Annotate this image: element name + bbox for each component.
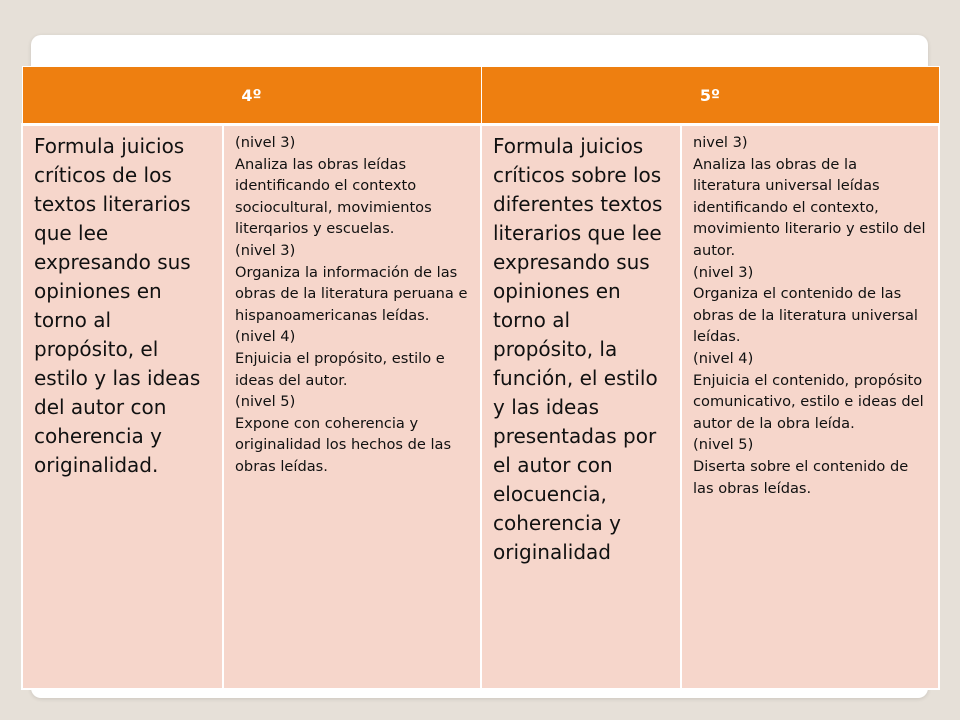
grade-4-indicators: (nivel 3) Analiza las obras leídas identificando el contexto sociocultural, movimientos literqarios y escuelas. (nivel 3) Organiza la información de las obras de la literatura peruana e hispanoamericanas leídas. (nivel 4) Enjuicia el propósito, estilo e ideas del autor. (nivel 5) Expone con coherencia y originalidad los hechos de las obras leídas. <box>223 125 481 690</box>
grade-4-competence: Formula juicios críticos de los textos literarios que lee expresando sus opiniones en torno al propósito, el estilo y las ideas del autor con coherencia y originalidad. <box>22 125 223 690</box>
grade-5-header: 5º <box>481 67 939 125</box>
grade-4-header: 4º <box>22 67 481 125</box>
header-row <box>22 67 939 125</box>
grade-5-competence: Formula juicios críticos sobre los diferentes textos literarios que lee expresando sus opiniones en torno al propósito, la función, el estilo y las ideas presentadas por el autor con elocuencia, coherencia y originalidad <box>481 125 681 690</box>
grade-5-indicators: nivel 3) Analiza las obras de la literatura universal leídas identificando el contexto, movimiento literario y estilo del autor. (nivel 3) Organiza el contenido de las obras de la literatura universal leídas. (nivel 4) Enjuicia el contenido, propósito comunicativo, estilo e ideas del autor de la obra leída. (nivel 5) Diserta sobre el contenido de las obras leídas. <box>681 125 939 690</box>
rubric-table <box>21 66 940 690</box>
content-row <box>22 125 939 690</box>
